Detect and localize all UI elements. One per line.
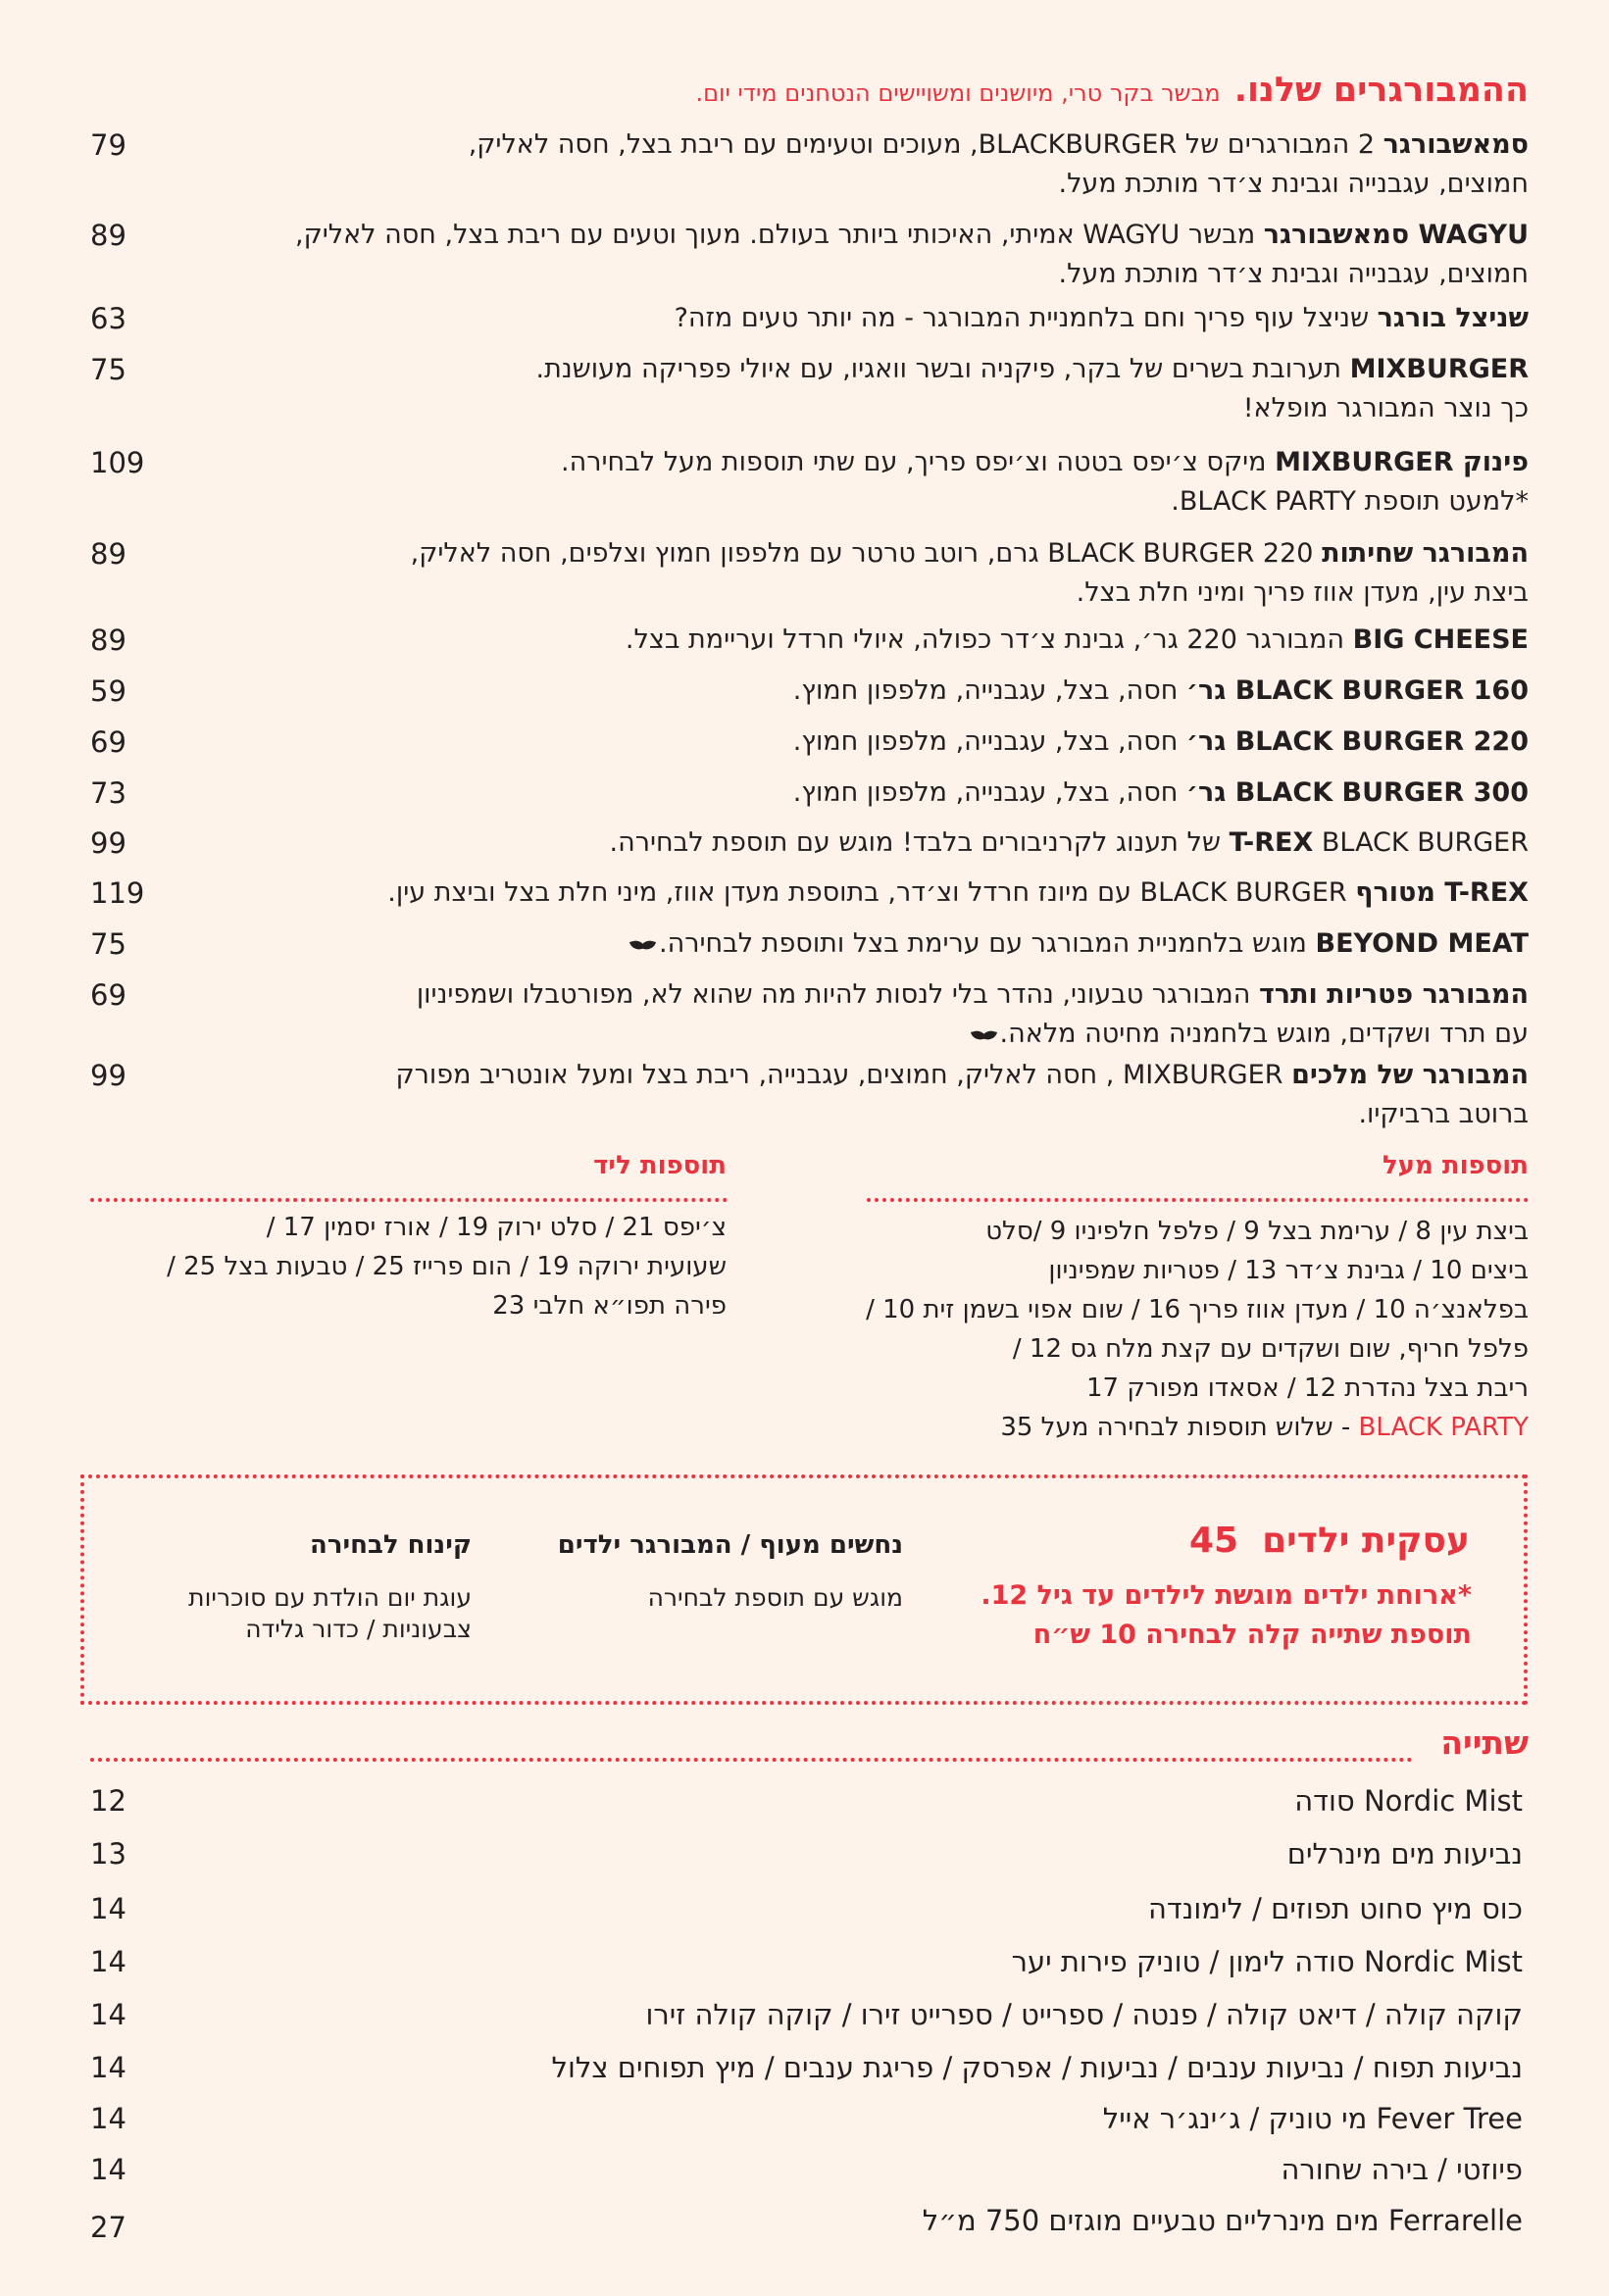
drink-item: Nordic Mist סודה [1294, 1784, 1523, 1818]
burger-item: המבורגר שחיתות 220 BLACK BURGER גרם, רוטב טרטר עם מלפפון חמוץ וצלפים, חסה לאליק, ביצת עין, מעדן אווז פריך ומיני חלת בצל. [410, 538, 1529, 608]
burgers-header [88, 71, 1529, 110]
drink-item: נביעות תפוח / נביעות ענבים / נביעות / אפרסק / פריגת ענבים / מיץ תפוחים צלול [551, 2051, 1523, 2084]
drink-item: נביעות מים מינרלים [1286, 1837, 1523, 1871]
drink-item: קוקה קולה / דיאט קולה / פנטה / ספרייט / ספרייט זירו / קוקה קולה זירו [645, 1998, 1523, 2031]
burger-price: 119 [90, 876, 145, 910]
burger-price: 59 [90, 674, 126, 708]
toppings-title: תוספות מעל [1382, 1151, 1529, 1180]
drink-price: 14 [90, 2153, 126, 2186]
burger-item: 300 BLACK BURGER גר׳ חסה, בצל, עגבנייה, מלפפון חמוץ. [792, 777, 1529, 808]
burger-item: BIG CHEESE המבורגר 220 גר׳, גבינת צ׳דר כפולה, איולי חרדל ועריימת בצל. [625, 624, 1529, 655]
burger-item: 160 BLACK BURGER גר׳ חסה, בצל, עגבנייה, מלפפון חמוץ. [792, 675, 1529, 706]
burger-price: 99 [90, 826, 126, 860]
kids-price: 45 [1189, 1521, 1239, 1561]
burger-item: המבורגר פטריות ותרד המבורגר טבעוני, נהדר בלי לנסות להיות מה שהוא לא, מפורטבלו ושמפיניון עם תרד ושקדים, מוגש בלחמניה מחיטה מלאה. [416, 979, 1529, 1049]
kids-dessert-desc: עוגת יום הולדת עם סוכריות צבעוניות / כדור גלידה [188, 1583, 472, 1643]
burger-item: WAGYU סמאשבורגר מבשר WAGYU אמיתי, האיכותי ביותר בעולם. מעוך וטעים עם ריבת בצל, חסה לאליק, חמוצים, עגבנייה וגבינת צ׳דר מותכת מעל. [295, 220, 1529, 289]
toppings-list: ביצת עין 8 / ערימת בצל 9 / פלפל חלפיניו 9 /סלט ביצים 10 / גבינת צ׳דר 13 / פטריות שמפיניון בפלאנצ׳ה 10 / מעדן אווז פריך 16 / שום אפוי בשמן זית 10 / פלפל חריף, שום ושקדים עם קצת מלח גס 12 / ריבת בצל נהדרת 12 / אסאדו מפורק 17 BLACK PARTY - שלוש תוספות לבחירה מעל 35 [866, 1217, 1529, 1442]
burger-price: 79 [90, 128, 126, 162]
drink-price: 14 [90, 2051, 126, 2084]
burger-item: T-REX BLACK BURGER של תענוג לקרניבורים בלבד! מוגש עם תוספת לבחירה. [609, 827, 1529, 858]
burgers-title: ההמבורגרים שלנו. [1233, 71, 1529, 110]
vegan-leaf-icon [630, 937, 656, 953]
burger-price: 89 [90, 219, 126, 252]
drink-item: Fever Tree מי טוניק / ג׳ינג׳ר אייל [1102, 2102, 1523, 2135]
drink-price: 14 [90, 1892, 126, 1925]
burger-item: המבורגר של מלכים MIXBURGER , חסה לאליק, חמוצים, עגבנייה, ריבת בצל ומעל אונטריב מפורק ברוטב ברביקיו. [395, 1060, 1529, 1129]
burger-price: 89 [90, 537, 126, 571]
burger-item: סמאשבורגר 2 המבורגרים של BLACKBURGER, מעוכים וטעימים עם ריבת בצל, חסה לאליק, חמוצים, עגבנייה וגבינת צ׳דר מותכת מעל. [468, 129, 1529, 199]
drink-price: 14 [90, 1945, 126, 1978]
kids-main-title: נחשים מעוף / המבורגר ילדים [557, 1530, 903, 1560]
burger-item: פינוק MIXBURGER מיקס צ׳יפס בטטה וצ׳יפס פריך, עם שתי תוספות מעל לבחירה. *למעט תוספת BLACK PARTY. [561, 447, 1529, 517]
drink-price: 14 [90, 2102, 126, 2135]
burger-price: 73 [90, 776, 126, 810]
burger-item: BEYOND MEAT מוגש בלחמניית המבורגר עם ערימת בצל ותוספת לבחירה. [157, 924, 1529, 964]
burger-item: שניצל בורגר שניצל עוף פריך וחם בלחמניית המבורגר - מה יותר טעים מזה? [674, 303, 1529, 333]
drink-price: 14 [90, 1998, 126, 2031]
toppings-divider [867, 1198, 1529, 1202]
burger-item: 220 BLACK BURGER גר׳ חסה, בצל, עגבנייה, מלפפון חמוץ. [792, 726, 1529, 757]
burger-price: 109 [90, 446, 145, 479]
drink-price: 27 [90, 2211, 126, 2244]
kids-title: עסקית ילדים45 [1189, 1521, 1470, 1561]
drink-item: פיוזטי / בירה שחורה [1281, 2153, 1523, 2186]
drink-item: Nordic Mist סודה לימון / טוניק פירות יער [1011, 1945, 1523, 1978]
burger-price: 69 [90, 725, 126, 759]
burger-price: 89 [90, 624, 126, 657]
drink-item: כוס מיץ סחוט תפוזים / לימונדה [1147, 1892, 1523, 1925]
burger-price: 69 [90, 978, 126, 1012]
burger-item: T-REX מטורף BLACK BURGER עם מיונז חרדל וצ׳דר, בתוספת מעדן אווז, מיני חלת בצל וביצת עין. [387, 877, 1529, 908]
kids-main-desc: מוגש עם תוספת לבחירה [647, 1583, 903, 1612]
kids-dessert-title: קינוח לבחירה [309, 1530, 472, 1560]
sides-divider [90, 1198, 728, 1202]
drinks-divider [90, 1758, 1413, 1762]
kids-notes: *ארוחת ילדים מוגשת לילדים עד גיל 12. תוספת שתייה קלה לבחירה 10 ש״ח [980, 1580, 1472, 1650]
drink-item: Ferrarelle מים מינרליים טבעיים מוגזים 750 מ״ל [922, 2204, 1523, 2237]
black-party-label: BLACK PARTY [1358, 1413, 1529, 1442]
burger-price: 63 [90, 302, 126, 335]
sides-title: תוספות ליד [593, 1151, 727, 1180]
sides-list: צ׳יפס 21 / סלט ירוק 19 / אורז יסמין 17 / שעועית ירוקה 19 / הום פרייז 25 / טבעות בצל 25 / פירה תפו״א חלבי 23 [167, 1213, 727, 1321]
burger-price: 99 [90, 1059, 126, 1092]
drink-price: 12 [90, 1784, 126, 1818]
drink-price: 13 [90, 1837, 126, 1871]
burger-price: 75 [90, 927, 126, 961]
burger-price: 75 [90, 353, 126, 386]
vegan-leaf-icon [972, 1027, 997, 1043]
burger-item: MIXBURGER תערובת בשרים של בקר, פיקניה ובשר וואגיו, עם איולי פפריקה מעושנת. כך נוצר המבורגר מופלא! [535, 354, 1529, 424]
drinks-title: שתייה [1440, 1723, 1529, 1762]
burgers-subtitle: מבשר בקר טרי, מיושנים ומשויישים הנטחנים מידי יום. [695, 79, 1221, 107]
